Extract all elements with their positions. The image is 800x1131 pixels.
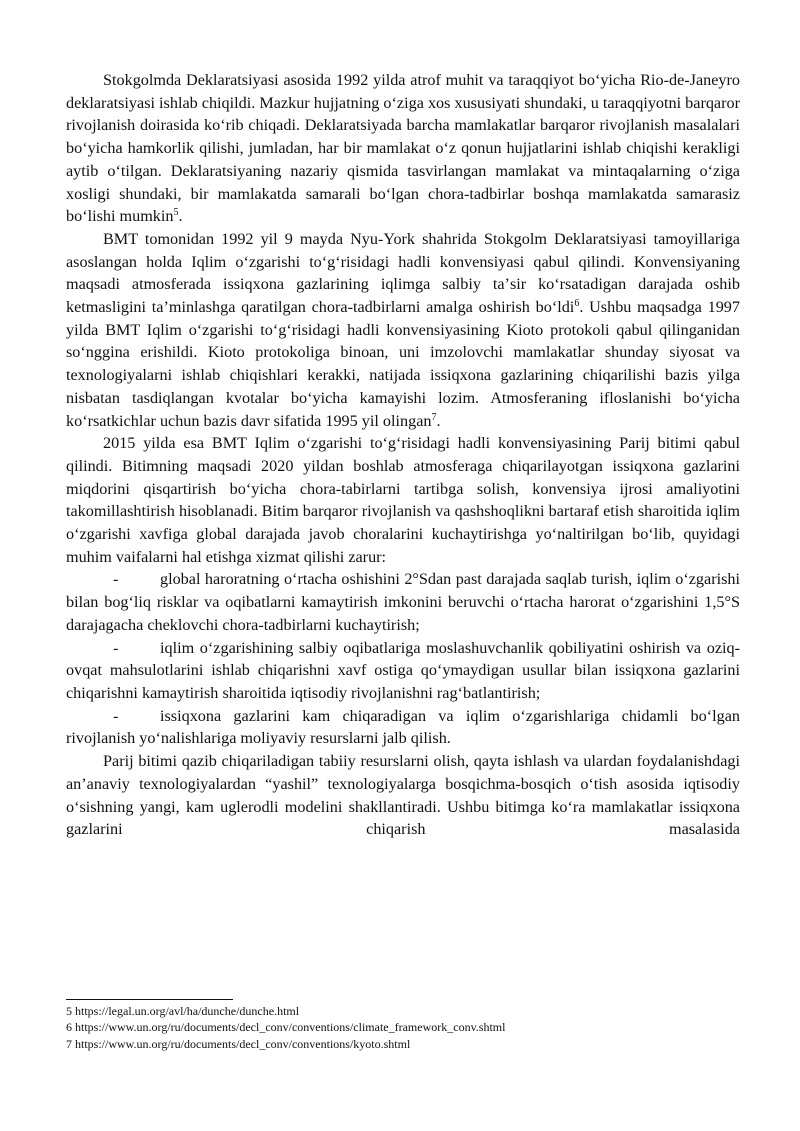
footnote-ref-7: 7 xyxy=(431,411,437,423)
list-item-text: issiqxona gazlarini kam chiqaradigan va iqlim oʻzgarishlariga chidamli boʻlgan rivojlanish yoʻnalishlariga moliyaviy resurslarni jalb qilish. xyxy=(66,706,740,748)
document-body xyxy=(66,69,740,841)
list-marker: - xyxy=(113,570,119,589)
paragraph-3: 2015 yilda esa BMT Iqlim oʻzgarishi toʻgʻrisidagi hadli konvensiyasining Parij bitimi qabul qilindi. Bitimning maqsadi 2020 yildan boshlab atmosferaga chiqarilayotgan issiqxona gazlarini miqdorini qisqartirish boʻyicha chora-tabirlarni tartibga solish, konvensiya ijrosi amaliyotini takomillashtirish hisoblanadi. Bitim barqaror rivojlanish va qashshoqlikni bartaraf etish sharoitida iqlim oʻzgarishi xavfiga global darajada javob choralarini kuchaytirishga yoʻnaltirilgan boʻlib, quyidagi muhim vaifalarni hal etishga xizmat qilishi zarur: xyxy=(66,434,740,566)
list-item xyxy=(66,568,740,636)
footnote-ref-6: 6 xyxy=(574,298,580,310)
paragraph-1 xyxy=(66,69,740,228)
list-item xyxy=(66,637,740,705)
list-marker: - xyxy=(113,706,119,725)
list-item-text: global haroratning oʻrtacha oshishini 2°Sdan past darajada saqlab turish, iqlim oʻzgarishi bilan bogʻliq risklar va oqibatlarni kamaytirish imkonini beruvchi oʻrtacha harorat oʻzgarishini 1,5°S darajagacha cheklovchi chora-tadbirlarni kuchaytirish; xyxy=(66,570,740,634)
list-item-text: iqlim oʻzgarishining salbiy oqibatlariga moslashuvchanlik qobiliyatini oshirish va oziq-ovqat mahsulotlarini ishlab chiqarishni xavf ostiga qoʻymaydigan usullar bilan issiqxona gazlarini chiqarishni kamaytirish sharoitida iqtisodiy rivojlanishni ragʻbatlantirish; xyxy=(66,638,740,702)
footnotes xyxy=(66,1003,740,1052)
footnote-5: 5 https://legal.un.org/avl/ha/dunche/dunche.html xyxy=(66,1004,300,1018)
paragraph-2-end: . xyxy=(436,411,441,430)
paragraph-2-text-a: BMT tomonidan 1992 yil 9 mayda Nyu-York shahrida Stokgolm Deklaratsiyasi tamoyillariga asoslangan holda Iqlim oʻzgarishi toʻgʻrisidagi hadli konvensiyasi qabul qilindi. Konvensiyaning maqsadi atmosferada issiqxona gazlarining iqlimga salbiy taʼsir koʻrsatadigan darajada oshib ketmasligini taʼminlashga qaratilgan chora-tadbirlarni amalga oshirish boʻldi xyxy=(66,229,740,317)
paragraph-2 xyxy=(66,228,740,432)
paragraph-4: Parij bitimi qazib chiqariladigan tabiiy resurslarni olish, qayta ishlash va ulardan foydalanishdagi anʼanaviy texnologiyalardan “yashil” texnologiyalarga bosqichma-bosqich oʻtish asosida iqtisodiy oʻsishning yangi, kam uglerodli modelini shakllantiradi. Ushbu bitimga koʻra mamlakatlar issiqxona gazlarini chiqarish masalasida xyxy=(66,752,740,839)
footnote-7: 7 https://www.un.org/ru/documents/decl_conv/conventions/kyoto.shtml xyxy=(66,1036,411,1051)
footnote-separator xyxy=(66,999,233,1000)
list-marker: - xyxy=(113,638,119,657)
list-item xyxy=(66,705,740,750)
footnote-6: 6 https://www.un.org/ru/documents/decl_conv/conventions/climate_framework_conv.shtml xyxy=(66,1020,506,1035)
paragraph-2-text-b: . Ushbu maqsadga 1997 yilda BMT Iqlim oʻzgarishi toʻgʻrisidagi hadli konvensiyasining Kioto protokoli qabul qilinganidan soʻnggina erishildi. Kioto protokoliga binoan, uni imzolovchi mamlakatlar shunday siyosat va texnologiyalarni ishlab chiqishlari kerakki, natijada issiqxona gazlarining chiqarilishi bazis yilga nisbatan tasdiqlangan kvotalar boʻyicha kamayishi lozim. Atmosferaning ifloslanishi boʻyicha koʻrsatkichlar uchun bazis davr sifatida 1995 yil olingan xyxy=(66,298,740,430)
paragraph-1-text: Stokgolmda Deklaratsiyasi asosida 1992 yilda atrof muhit va taraqqiyot boʻyicha Rio-de-Janeyro deklaratsiyasi ishlab chiqildi. Mazkur hujjatning oʻziga xos xususiyati shundaki, u taraqqiyotni barqaror rivojlanish doirasida koʻrib chiqadi. Deklaratsiyada barcha mamlakatlar barqaror rivojlanish masalalari boʻyicha hamkorlik qilishi, jumladan, har bir mamlakat oʻz qonun hujjatlarini ishlab chiqishi kerakligi aytib oʻtilgan. Deklaratsiyaning nazariy qismida tasvirlangan mamlakat va mintaqalarning oʻziga xosligi shundaki, bir mamlakatda samarali boʻlgan chora-tadbirlar boshqa mamlakatda samarasiz boʻlishi mumkin xyxy=(66,71,740,226)
paragraph-1-end: . xyxy=(178,207,183,226)
footnote-ref-5: 5 xyxy=(173,207,179,219)
